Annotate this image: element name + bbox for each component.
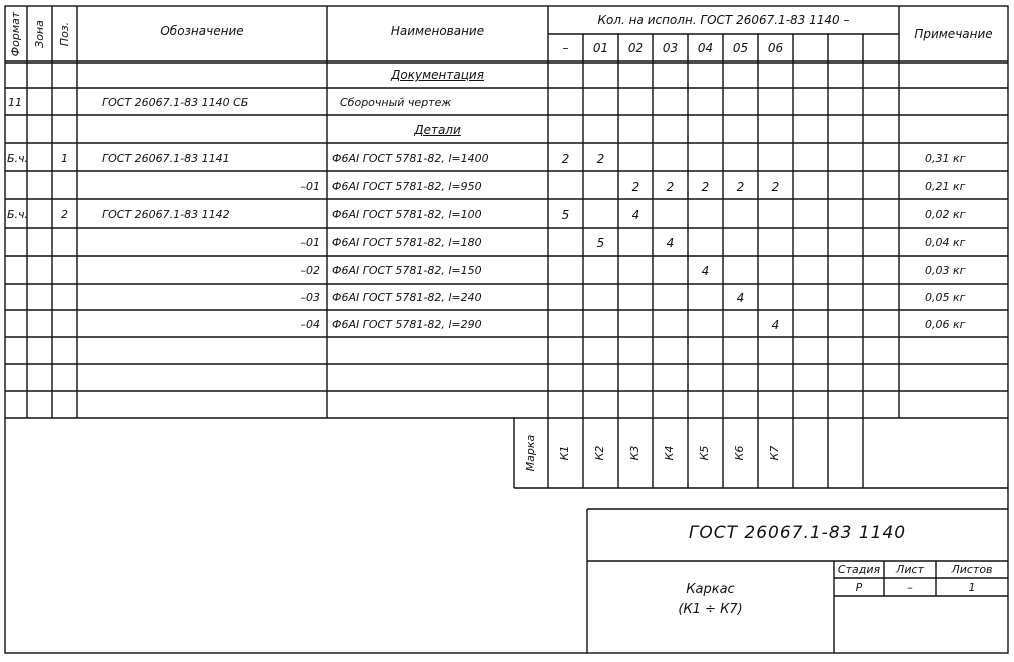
sheet-label: Лист bbox=[896, 563, 924, 576]
row-name: Сборочный чертеж bbox=[340, 96, 452, 109]
row-qty: 5 bbox=[596, 236, 605, 250]
row-qty: 5 bbox=[561, 208, 570, 222]
row-pos: 1 bbox=[61, 152, 68, 165]
variant-header: 06 bbox=[767, 41, 784, 55]
section-documentation: Документация bbox=[391, 68, 484, 82]
variant-header: 03 bbox=[662, 41, 679, 55]
row-note: 0,21 кг bbox=[925, 180, 966, 193]
sheets-label: Листов bbox=[951, 563, 993, 576]
marks-label: Марка bbox=[524, 434, 537, 472]
row-name: Ф6АI ГОСТ 5781-82, l=150 bbox=[332, 264, 482, 277]
row-designation: ГОСТ 26067.1-83 1141 bbox=[102, 152, 230, 165]
variant-header: 01 bbox=[592, 41, 609, 55]
stage-value: Р bbox=[855, 581, 863, 594]
row-name: Ф6АI ГОСТ 5781-82, l=950 bbox=[332, 180, 482, 193]
title-line2: (К1 ÷ К7) bbox=[678, 602, 743, 617]
header-note: Примечание bbox=[914, 27, 993, 41]
title-document: ГОСТ 26067.1-83 1140 bbox=[688, 523, 907, 543]
row-qty: 4 bbox=[631, 208, 640, 222]
row-note: 0,05 кг bbox=[925, 291, 966, 304]
row-qty: 2 bbox=[561, 152, 570, 166]
header-designation: Обозначение bbox=[160, 24, 244, 38]
header-name: Наименование bbox=[390, 24, 485, 38]
row-format: Б.ч. bbox=[7, 208, 29, 221]
row-dash: –02 bbox=[300, 264, 320, 277]
row-note: 0,04 кг bbox=[925, 236, 966, 249]
row-qty: 4 bbox=[701, 264, 710, 278]
stage-label: Стадия bbox=[837, 563, 881, 576]
row-qty: 2 bbox=[771, 180, 780, 194]
row-format: 11 bbox=[8, 96, 22, 109]
row-dash: –01 bbox=[300, 180, 320, 193]
mark-item: К2 bbox=[593, 445, 606, 461]
sheet-value: – bbox=[907, 581, 913, 594]
row-qty: 2 bbox=[701, 180, 710, 194]
header-zone: Зона bbox=[33, 20, 46, 48]
mark-item: К4 bbox=[663, 445, 676, 461]
variant-header: – bbox=[562, 41, 569, 55]
header-qty-caption: Кол. на исполн. ГОСТ 26067.1-83 1140 – bbox=[597, 13, 850, 27]
mark-item: К3 bbox=[628, 445, 641, 461]
row-dash: –03 bbox=[300, 291, 320, 304]
row-note: 0,31 кг bbox=[925, 152, 966, 165]
sheets-value: 1 bbox=[968, 581, 976, 594]
row-name: Ф6АI ГОСТ 5781-82, l=240 bbox=[332, 291, 482, 304]
variant-header: 02 bbox=[627, 41, 644, 55]
row-dash: –01 bbox=[300, 236, 320, 249]
row-pos: 2 bbox=[61, 208, 68, 221]
row-qty: 2 bbox=[596, 152, 605, 166]
row-qty: 4 bbox=[771, 318, 780, 332]
row-name: Ф6АI ГОСТ 5781-82, l=290 bbox=[332, 318, 482, 331]
row-designation: ГОСТ 26067.1-83 1140 СБ bbox=[102, 96, 249, 109]
header-format: Формат bbox=[9, 11, 22, 57]
mark-item: К7 bbox=[768, 445, 781, 461]
row-qty: 2 bbox=[631, 180, 640, 194]
row-note: 0,02 кг bbox=[925, 208, 966, 221]
variant-header: 05 bbox=[732, 41, 749, 55]
header-pos: Поз. bbox=[58, 21, 71, 47]
row-qty: 4 bbox=[666, 236, 675, 250]
row-note: 0,03 кг bbox=[925, 264, 966, 277]
row-qty: 4 bbox=[736, 291, 745, 305]
mark-item: К6 bbox=[733, 445, 746, 461]
row-name: Ф6АI ГОСТ 5781-82, l=100 bbox=[332, 208, 482, 221]
row-name: Ф6АI ГОСТ 5781-82, l=180 bbox=[332, 236, 482, 249]
row-dash: –04 bbox=[300, 318, 320, 331]
row-name: Ф6АI ГОСТ 5781-82, l=1400 bbox=[332, 152, 489, 165]
section-parts: Детали bbox=[414, 123, 461, 137]
row-format: Б.ч. bbox=[7, 152, 29, 165]
row-qty: 2 bbox=[736, 180, 745, 194]
row-note: 0,06 кг bbox=[925, 318, 966, 331]
mark-item: К5 bbox=[698, 445, 711, 461]
variant-header: 04 bbox=[697, 41, 714, 55]
row-designation: ГОСТ 26067.1-83 1142 bbox=[102, 208, 230, 221]
row-qty: 2 bbox=[666, 180, 675, 194]
mark-item: К1 bbox=[558, 445, 571, 461]
title-line1: Каркас bbox=[686, 582, 735, 597]
